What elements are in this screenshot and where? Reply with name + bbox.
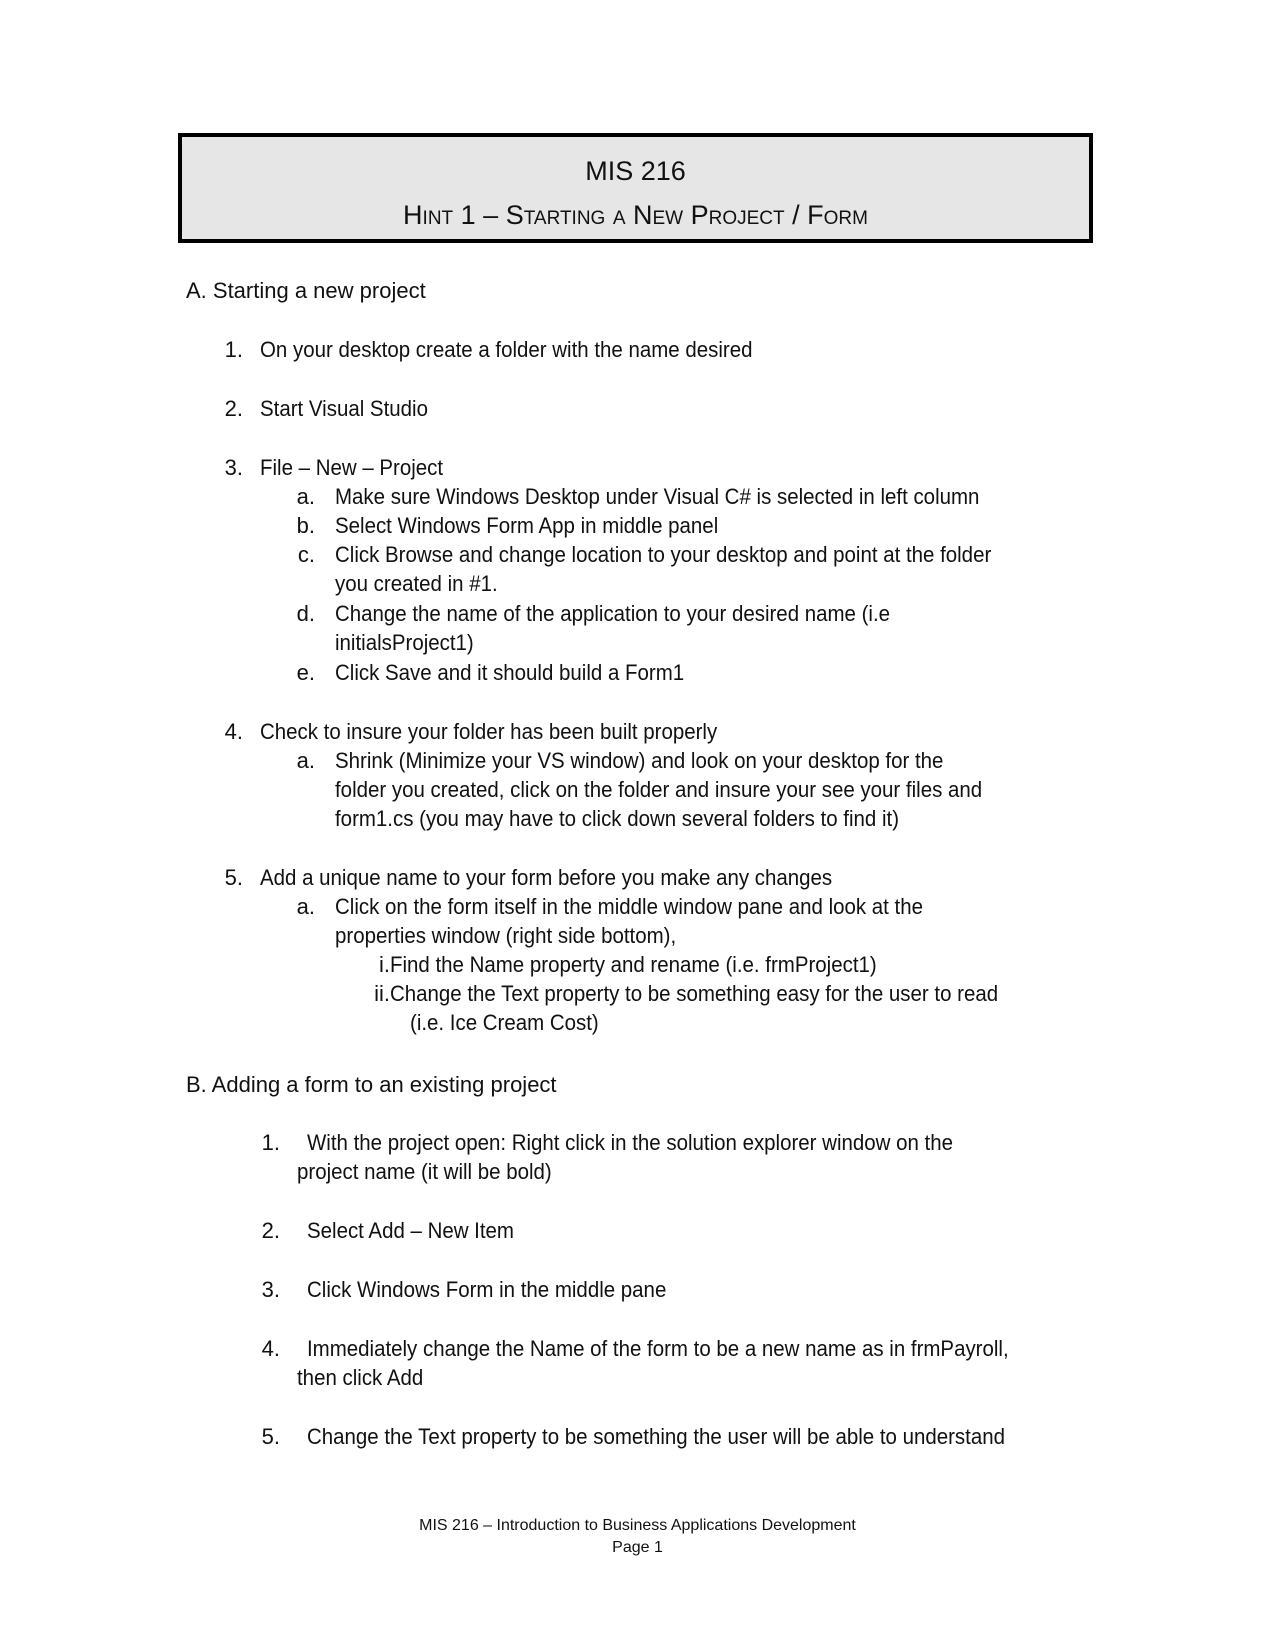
- roman-item-text: Change the Text property to be something easy for the user to read: [390, 981, 999, 1006]
- roman-item-text: Find the Name property and rename (i.e. frmProject1): [390, 952, 877, 977]
- step-text: Start Visual Studio: [260, 396, 428, 421]
- step-number: 4.: [224, 719, 243, 744]
- step-text: File – New – Project: [260, 455, 444, 480]
- step-text: Select Add – New Item: [307, 1218, 514, 1243]
- title-box: [178, 133, 1093, 243]
- substep-text: Change the name of the application to your desired name (i.e: [335, 601, 891, 626]
- step-number: 5.: [261, 1424, 280, 1449]
- substep-text: properties window (right side bottom),: [335, 923, 677, 948]
- step-text: Immediately change the Name of the form to be a new name as in frmPayroll,: [307, 1336, 1009, 1361]
- step-number: 1.: [261, 1130, 280, 1155]
- step-number: 1.: [224, 337, 243, 362]
- step-number: 2.: [261, 1218, 280, 1243]
- substep-letter: a.: [296, 484, 315, 509]
- step-number: 3.: [261, 1277, 280, 1302]
- footer-page-number: Page 1: [612, 1539, 663, 1556]
- substep-text: Make sure Windows Desktop under Visual C# is selected in left column: [335, 484, 980, 509]
- step-text: With the project open: Right click in the solution explorer window on the: [307, 1130, 953, 1155]
- substep-text: initialsProject1): [335, 630, 474, 655]
- substep-text: Click Browse and change location to your desktop and point at the folder: [335, 542, 992, 567]
- step-text: On your desktop create a folder with the name desired: [260, 337, 753, 362]
- roman-numeral: i.: [379, 952, 390, 977]
- substep-letter: b.: [296, 513, 315, 538]
- step-number: 4.: [261, 1336, 280, 1361]
- document-title: MIS 216: [585, 156, 686, 186]
- substep-letter: a.: [296, 894, 315, 919]
- substep-letter: c.: [297, 542, 315, 567]
- substep-text: you created in #1.: [335, 571, 498, 596]
- roman-item-text: (i.e. Ice Cream Cost): [410, 1010, 599, 1035]
- section-b-heading: B. Adding a form to an existing project: [186, 1072, 557, 1097]
- document-subtitle: Hint 1 – Starting a New Project / Form: [403, 200, 868, 230]
- roman-numeral: ii.: [374, 981, 390, 1006]
- step-text: Check to insure your folder has been built properly: [260, 719, 718, 744]
- footer-course: MIS 216 – Introduction to Business Applications Development: [419, 1517, 856, 1534]
- substep-text: Click Save and it should build a Form1: [335, 660, 685, 685]
- substep-text: folder you created, click on the folder and insure your see your files and: [335, 777, 983, 802]
- substep-letter: a.: [296, 748, 315, 773]
- substep-text: Select Windows Form App in middle panel: [335, 513, 719, 538]
- step-text: then click Add: [297, 1365, 424, 1390]
- section-a-heading: A. Starting a new project: [186, 278, 426, 303]
- step-number: 3.: [224, 455, 243, 480]
- substep-text: form1.cs (you may have to click down several folders to find it): [335, 806, 900, 831]
- substep-text: Click on the form itself in the middle window pane and look at the: [335, 894, 923, 919]
- substep-letter: e.: [296, 660, 315, 685]
- step-text: Add a unique name to your form before you make any changes: [260, 865, 833, 890]
- substep-text: Shrink (Minimize your VS window) and look on your desktop for the: [335, 748, 944, 773]
- step-text: Change the Text property to be something the user will be able to understand: [307, 1424, 1005, 1449]
- substep-letter: d.: [296, 601, 315, 626]
- step-number: 2.: [224, 396, 243, 421]
- step-text: project name (it will be bold): [297, 1159, 552, 1184]
- step-number: 5.: [224, 865, 243, 890]
- step-text: Click Windows Form in the middle pane: [307, 1277, 667, 1302]
